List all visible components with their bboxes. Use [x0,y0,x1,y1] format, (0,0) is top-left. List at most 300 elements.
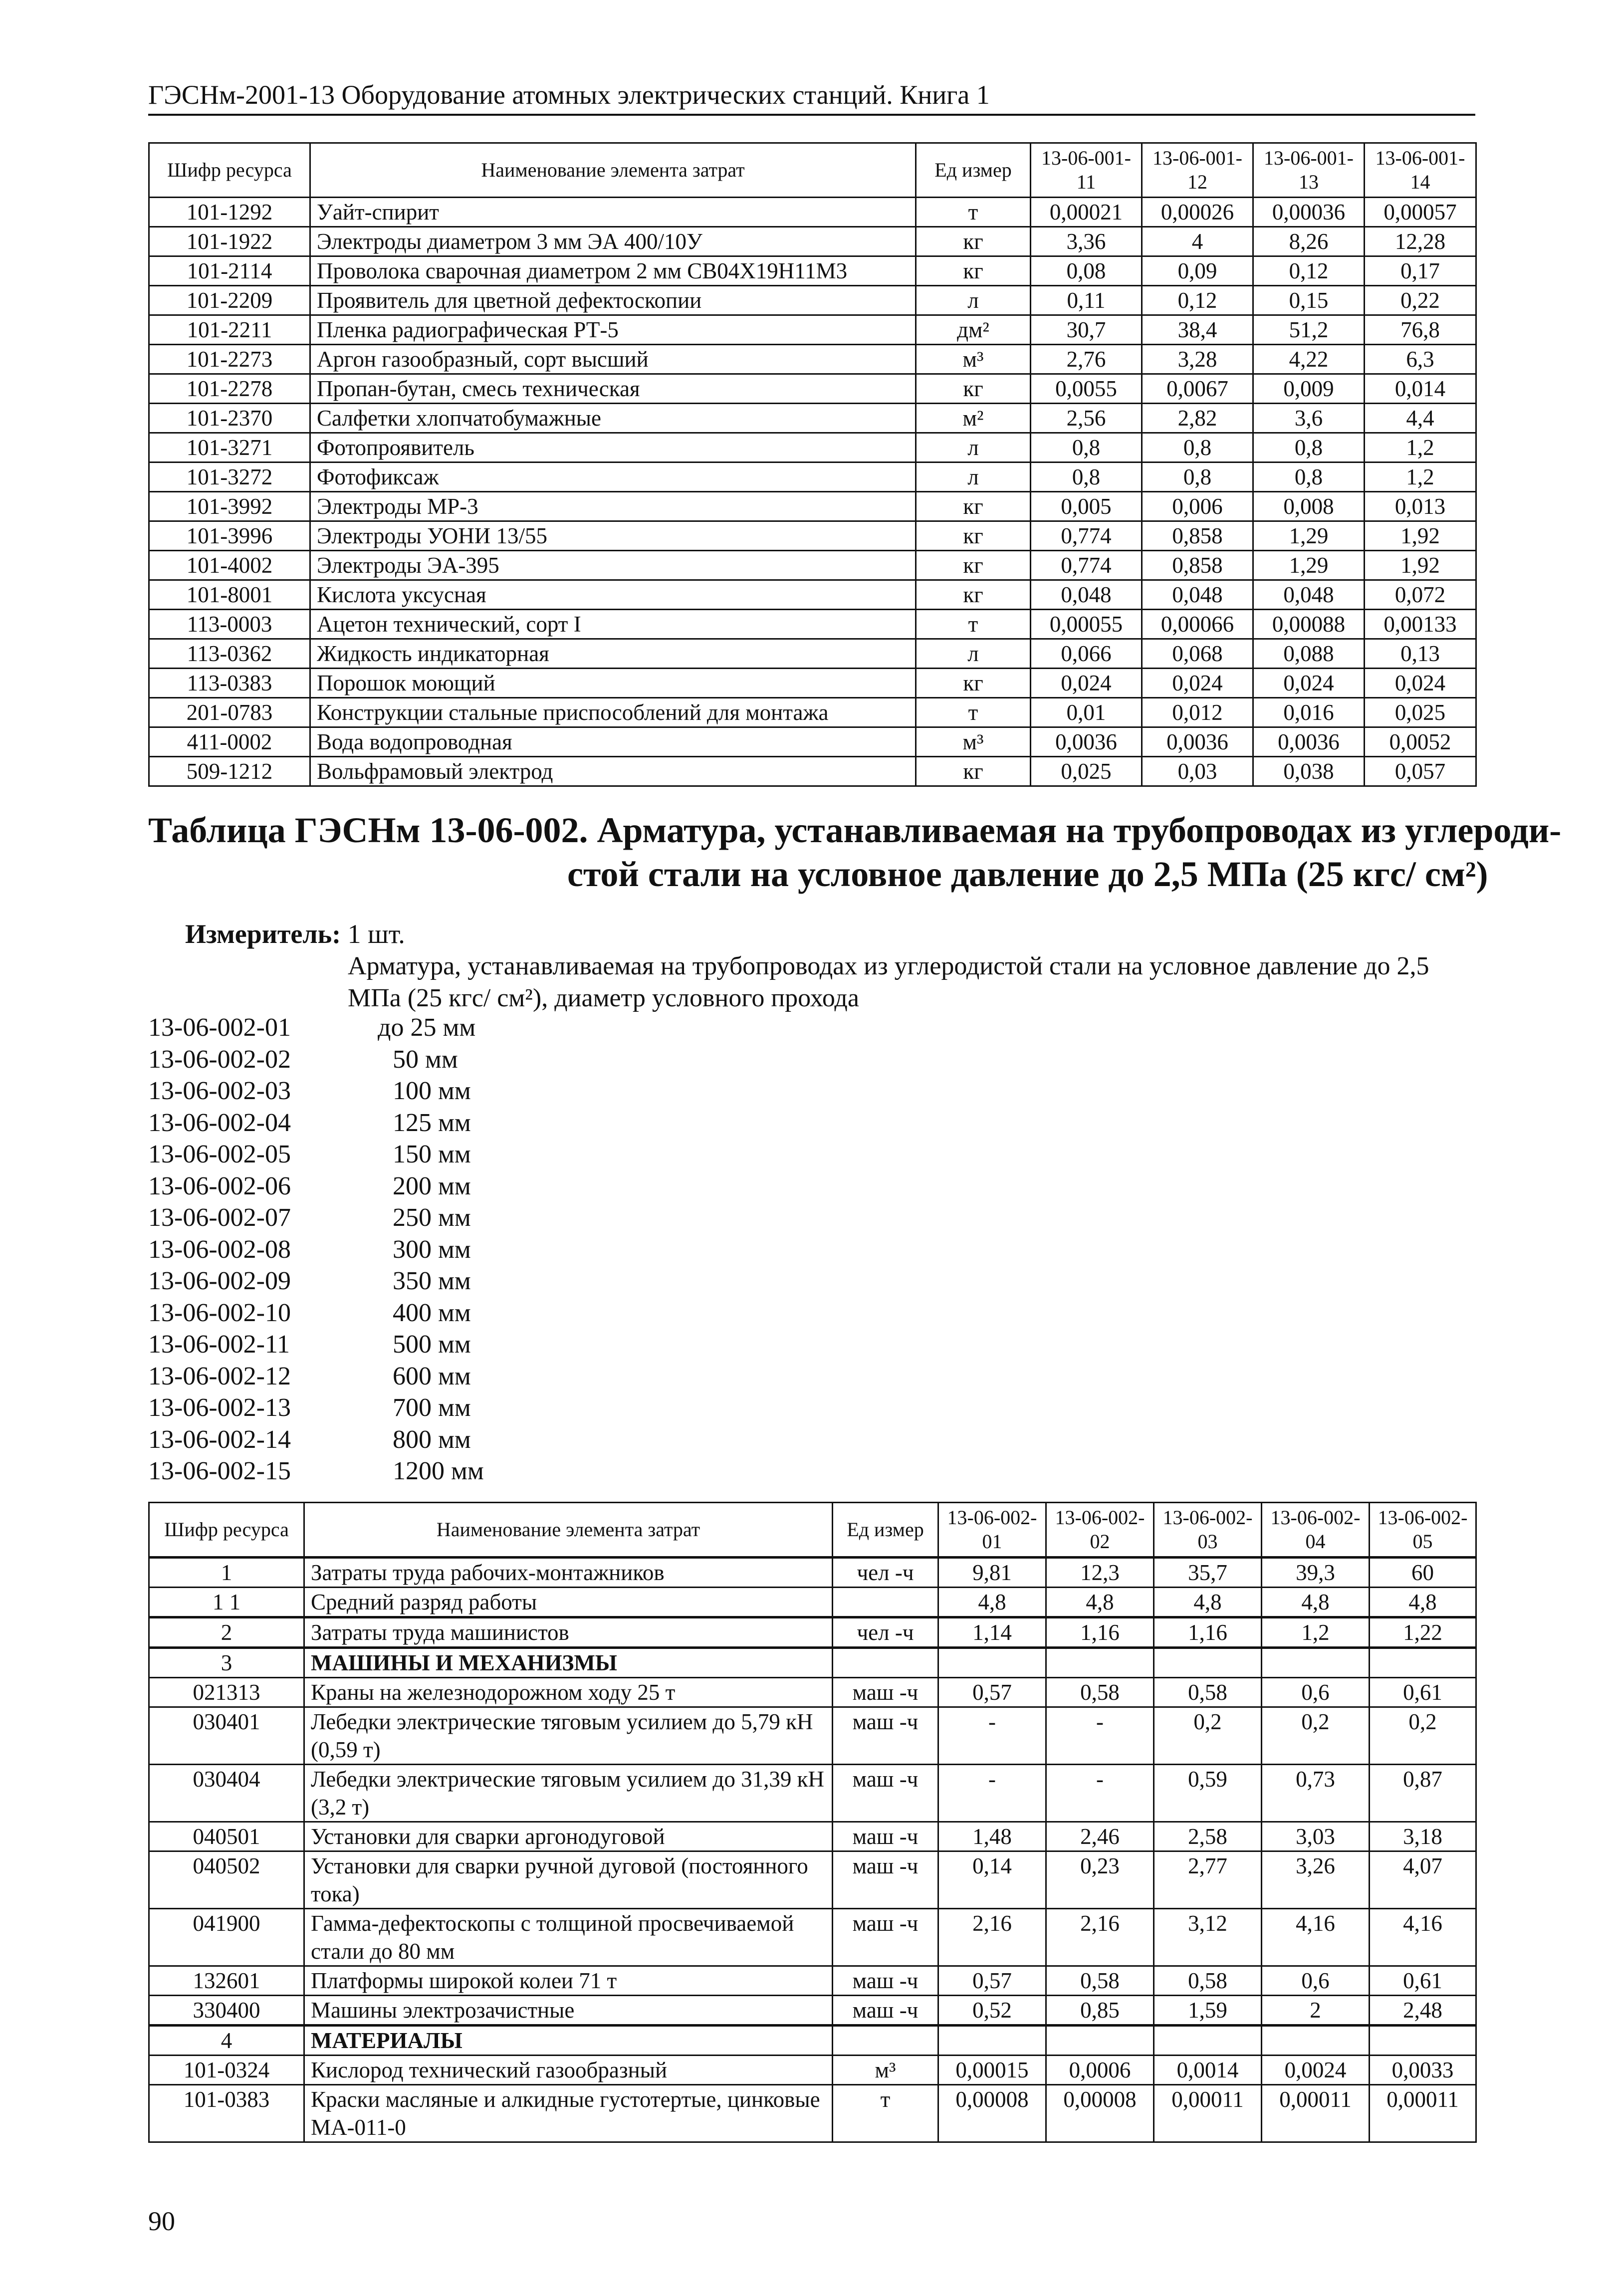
nominal-diameter: 250 мм [393,1203,471,1232]
table-cell: 0,8 [1253,433,1365,462]
table-cell: 101-2209 [149,286,310,315]
table-cell: 0,61 [1370,1678,1476,1707]
table-cell: кг [916,227,1031,256]
table-cell: кг [916,256,1031,286]
table-cell: 1,2 [1262,1617,1370,1648]
table-cell: 0,068 [1142,639,1253,669]
table-cell: 030404 [149,1765,304,1822]
table-cell: 12,28 [1365,227,1476,256]
section-heading-row [149,2026,1476,2056]
table-cell: 0,038 [1253,757,1365,786]
table-row [149,345,1476,374]
table-cell: 0,025 [1365,698,1476,727]
table-cell: 0,00057 [1365,198,1476,227]
list-item [148,1234,484,1266]
table-cell [833,2026,938,2056]
table-cell: 0,024 [1365,669,1476,698]
table-cell: Проявитель для цветной дефектоскопии [310,286,916,315]
nominal-diameter: 700 мм [393,1393,471,1422]
table-cell: 0,00088 [1253,610,1365,639]
table-cell: Лебедки электрические тяговым усилием до 5,79 кН (0,59 т) [304,1707,833,1765]
column-header: Шифр ресурса [149,1503,304,1558]
table-cell: 0,858 [1142,521,1253,551]
page-number: 90 [148,2206,175,2236]
table-cell: 0,00066 [1142,610,1253,639]
table-cell: 0,014 [1365,374,1476,404]
table-cell: 0,00011 [1154,2085,1262,2142]
nominal-diameter: 350 мм [393,1267,471,1295]
table-cell: кг [916,669,1031,698]
norm-code: 13-06-002-08 [148,1235,291,1264]
table-cell: 0,774 [1031,551,1142,580]
table-cell: 0,0036 [1253,727,1365,757]
column-header: 13-06-002-02 [1046,1503,1154,1558]
table-cell: 1,92 [1365,521,1476,551]
nominal-diameter: 150 мм [393,1140,471,1168]
table-cell: Фотопроявитель [310,433,916,462]
table-cell: 0,012 [1142,698,1253,727]
table-cell: 0,016 [1253,698,1365,727]
table-row [149,551,1476,580]
table-cell: Установки для сварки ручной дуговой (постоянного тока) [304,1851,833,1909]
column-header: Шифр ресурса [149,143,310,198]
table-cell: чел -ч [833,1617,938,1648]
list-item [148,1170,484,1202]
table-cell: - [1046,1765,1154,1822]
table-cell: 0,12 [1142,286,1253,315]
table-cell: м² [916,404,1031,433]
table-cell: Салфетки хлопчатобумажные [310,404,916,433]
norm-code: 13-06-002-07 [148,1203,291,1232]
nominal-diameter: 600 мм [393,1362,471,1390]
norm-code: 13-06-002-12 [148,1362,291,1390]
nominal-diameter: 200 мм [393,1171,471,1200]
table-cell: 1,2 [1365,433,1476,462]
table-cell: 1,2 [1365,462,1476,492]
table-cell: кг [916,521,1031,551]
list-item [148,1075,484,1107]
table-cell: Электроды диаметром 3 мм ЭА 400/10У [310,227,916,256]
table-cell: Конструкции стальные приспособлений для монтажа [310,698,916,727]
table-row [149,1909,1476,1966]
table-cell: 201-0783 [149,698,310,727]
norm-code: 13-06-002-10 [148,1298,291,1327]
table-cell: Затраты труда рабочих-монтажников [304,1558,833,1588]
table-cell: 101-0324 [149,2056,304,2085]
norm-code: 13-06-002-02 [148,1045,291,1074]
table-cell: т [916,198,1031,227]
list-item [148,1012,484,1044]
table-cell: л [916,639,1031,669]
table-cell: 0,12 [1253,256,1365,286]
table-cell: 101-3992 [149,492,310,521]
table-cell: 2,48 [1370,1996,1476,2026]
table-cell: 0,52 [938,1996,1046,2026]
table-cell: 0,8 [1031,433,1142,462]
list-item [148,1329,484,1361]
table-cell: 509-1212 [149,757,310,786]
table-cell: 101-2273 [149,345,310,374]
list-item [148,1139,484,1170]
table-cell: Электроды МР-3 [310,492,916,521]
table-row [149,1558,1476,1588]
table-cell: 0,774 [1031,521,1142,551]
table-cell: 2 [149,1617,304,1648]
table-cell: маш -ч [833,1966,938,1996]
nominal-diameter: 50 мм [393,1045,458,1074]
column-header: 13-06-001-13 [1253,143,1365,198]
table-row [149,1765,1476,1822]
table-cell: 0,58 [1154,1678,1262,1707]
table-cell: маш -ч [833,1765,938,1822]
table-cell: 8,26 [1253,227,1365,256]
table-cell: 0,0006 [1046,2056,1154,2085]
table-row [149,521,1476,551]
table-cell: 0,00036 [1253,198,1365,227]
table-row [149,1617,1476,1648]
table-cell: Средний разряд работы [304,1588,833,1617]
norm-description: Арматура, устанавливаемая на трубопроводах из углеродистой стали на условное давление до 2,5 МПа (25 кгс/ см²), диаметр условного прохода [348,952,1429,1012]
table-cell: 1 1 [149,1588,304,1617]
table-row [149,256,1476,286]
table-cell [1262,1648,1370,1678]
table-cell: 1,29 [1253,521,1365,551]
table-cell: 2,56 [1031,404,1142,433]
table-cell [1370,2026,1476,2056]
running-header: ГЭСНм-2001-13 Оборудование атомных электрических станций. Книга 1 [148,80,990,110]
table-cell [1154,2026,1262,2056]
column-header: 13-06-002-01 [938,1503,1046,1558]
table-cell: Краски масляные и алкидные густотертые, цинковые МА-011-0 [304,2085,833,2142]
table-cell: 0,61 [1370,1966,1476,1996]
table-cell: Уайт-спирит [310,198,916,227]
table-cell: 0,009 [1253,374,1365,404]
list-item [148,1297,484,1329]
table-cell: 4,4 [1365,404,1476,433]
table-cell: - [938,1765,1046,1822]
table-cell: Затраты труда машинистов [304,1617,833,1648]
table-row [149,404,1476,433]
table-cell: 0,8 [1031,462,1142,492]
table-cell: 3,03 [1262,1822,1370,1851]
table-cell: Фотофиксаж [310,462,916,492]
table-cell: 101-2278 [149,374,310,404]
norm-code: 13-06-002-01 [148,1013,291,1042]
table-cell: - [938,1707,1046,1765]
norm-code: 13-06-002-09 [148,1267,291,1295]
table-cell: 113-0003 [149,610,310,639]
table-cell: кг [916,551,1031,580]
norm-code: 13-06-002-06 [148,1171,291,1200]
table-cell: 2,82 [1142,404,1253,433]
table-cell: маш -ч [833,1678,938,1707]
table-cell: 0,048 [1253,580,1365,610]
table-cell: 101-3271 [149,433,310,462]
table-row [149,1822,1476,1851]
table-cell [1046,1648,1154,1678]
column-header: 13-06-001-11 [1031,143,1142,198]
table-cell: 0,17 [1365,256,1476,286]
table-cell: 021313 [149,1678,304,1707]
table-cell: чел -ч [833,1558,938,1588]
table-cell: 6,3 [1365,345,1476,374]
table-cell: 3,36 [1031,227,1142,256]
table-cell: 1,14 [938,1617,1046,1648]
table-cell: 4,8 [1154,1588,1262,1617]
table-cell: 0,088 [1253,639,1365,669]
table-cell: Ацетон технический, сорт I [310,610,916,639]
nominal-diameter: 400 мм [393,1298,471,1327]
table-cell: 2,77 [1154,1851,1262,1909]
table-row [149,2085,1476,2142]
table-header-row [149,1503,1476,1558]
column-header: 13-06-002-05 [1370,1503,1476,1558]
norm-code-list [148,1012,484,1487]
table-cell: 0,2 [1154,1707,1262,1765]
table-cell: маш -ч [833,1851,938,1909]
table-row [149,1996,1476,2026]
table-cell: 3 [149,1648,304,1678]
table-cell: 0,00008 [1046,2085,1154,2142]
table-cell: 4,8 [938,1588,1046,1617]
table-cell: 4,8 [1262,1588,1370,1617]
table-cell: 1,16 [1046,1617,1154,1648]
table-cell: кг [916,757,1031,786]
table-row [149,610,1476,639]
table-cell: 0,57 [938,1678,1046,1707]
nominal-diameter: 100 мм [393,1077,471,1105]
table-cell: - [1046,1707,1154,1765]
table-row [149,433,1476,462]
table-cell: 0,6 [1262,1966,1370,1996]
norm-code: 13-06-002-11 [148,1330,290,1359]
table-cell: 1,59 [1154,1996,1262,2026]
table-cell: 0,0033 [1370,2056,1476,2085]
table-cell: л [916,286,1031,315]
column-header: 13-06-001-14 [1365,143,1476,198]
table-cell: 4,16 [1262,1909,1370,1966]
norm-code: 13-06-002-13 [148,1393,291,1422]
table-cell: кг [916,374,1031,404]
table-cell: 0,0052 [1365,727,1476,757]
table-cell: 4,8 [1046,1588,1154,1617]
list-item [148,1202,484,1234]
table-cell: 0,0067 [1142,374,1253,404]
table-cell: л [916,462,1031,492]
list-item [148,1265,484,1297]
table-cell: кг [916,580,1031,610]
table-cell: 60 [1370,1558,1476,1588]
table-cell: 9,81 [938,1558,1046,1588]
table-cell: 0,23 [1046,1851,1154,1909]
table-row [149,227,1476,256]
table-title-line-1: Таблица ГЭСНм 13-06-002. Арматура, устанавливаемая на трубопроводах из углероди- [148,810,1562,850]
table-cell: 2,16 [1046,1909,1154,1966]
table-cell: 411-0002 [149,727,310,757]
table-cell: 0,025 [1031,757,1142,786]
table-cell: 0,00133 [1365,610,1476,639]
table-cell: 101-2114 [149,256,310,286]
table-cell: т [916,610,1031,639]
table-cell: 0,73 [1262,1765,1370,1822]
table-cell [938,1648,1046,1678]
table-cell: 0,57 [938,1966,1046,1996]
table-header-row [149,143,1476,198]
table-row [149,286,1476,315]
table-cell: 101-2211 [149,315,310,345]
table-cell: Жидкость индикаторная [310,639,916,669]
table-cell: м³ [833,2056,938,2085]
table-cell: 113-0362 [149,639,310,669]
table-cell: 0,00011 [1370,2085,1476,2142]
table-cell: 1,16 [1154,1617,1262,1648]
table-cell: 4,22 [1253,345,1365,374]
table-cell: Электроды УОНИ 13/55 [310,521,916,551]
table-row [149,727,1476,757]
table-row [149,1707,1476,1765]
table-cell: 0,008 [1253,492,1365,521]
table-cell: 0,14 [938,1851,1046,1909]
norm-code: 13-06-002-04 [148,1108,291,1137]
table-cell: МАТЕРИАЛЫ [304,2026,833,2056]
table-title [148,808,1562,896]
table-cell: 0,00026 [1142,198,1253,227]
table-cell: 0,01 [1031,698,1142,727]
table-row [149,1966,1476,1996]
table-cell: 0,0024 [1262,2056,1370,2085]
table-cell: 2,58 [1154,1822,1262,1851]
table-cell: 0,057 [1365,757,1476,786]
table-cell [938,2026,1046,2056]
table-cell: 0,03 [1142,757,1253,786]
table-row [149,1588,1476,1617]
list-item [148,1455,484,1487]
table-cell: 76,8 [1365,315,1476,345]
table-cell: маш -ч [833,1822,938,1851]
table-cell: 0,048 [1142,580,1253,610]
table-cell: 1,22 [1370,1617,1476,1648]
table-cell: 0,59 [1154,1765,1262,1822]
table-cell: 0,048 [1031,580,1142,610]
table-cell: 0,013 [1365,492,1476,521]
table-cell: 0,0055 [1031,374,1142,404]
table-cell: 0,00021 [1031,198,1142,227]
table-cell: Вольфрамовый электрод [310,757,916,786]
table-cell: 0,8 [1142,462,1253,492]
table-cell: Кислота уксусная [310,580,916,610]
table-cell: 101-1292 [149,198,310,227]
table-cell: Лебедки электрические тяговым усилием до 31,39 кН (3,2 т) [304,1765,833,1822]
table-cell: 51,2 [1253,315,1365,345]
list-item [148,1361,484,1392]
table-cell: 35,7 [1154,1558,1262,1588]
table-cell: 0,87 [1370,1765,1476,1822]
list-item [148,1424,484,1456]
nominal-diameter: 800 мм [393,1425,471,1454]
table-cell: 4,16 [1370,1909,1476,1966]
table-cell: Вода водопроводная [310,727,916,757]
table-cell: 041900 [149,1909,304,1966]
table-row [149,639,1476,669]
table-cell: Аргон газообразный, сорт высший [310,345,916,374]
section-heading-row [149,1648,1476,1678]
table-cell: т [916,698,1031,727]
table-cell: 0,005 [1031,492,1142,521]
table-row [149,669,1476,698]
table-cell: 0,00055 [1031,610,1142,639]
table-cell: Установки для сварки аргонодуговой [304,1822,833,1851]
table-cell: 0,006 [1142,492,1253,521]
table-cell: 1,48 [938,1822,1046,1851]
table-cell: 0,858 [1142,551,1253,580]
table-row [149,1851,1476,1909]
table-cell: 132601 [149,1966,304,1996]
norm-code: 13-06-002-03 [148,1077,291,1105]
table-cell: т [833,2085,938,2142]
measure-unit [185,918,405,950]
nominal-diameter: 300 мм [393,1235,471,1264]
table-cell: 1,92 [1365,551,1476,580]
table-cell: 040502 [149,1851,304,1909]
table-cell: 1,29 [1253,551,1365,580]
table-cell: 1 [149,1558,304,1588]
table-cell: 38,4 [1142,315,1253,345]
table-cell: Платформы широкой колеи 71 т [304,1966,833,1996]
table-cell: 0,85 [1046,1996,1154,2026]
table-cell: кг [916,492,1031,521]
table-cell: 101-4002 [149,551,310,580]
table-cell: 0,072 [1365,580,1476,610]
table-cell: Кислород технический газообразный [304,2056,833,2085]
table-row [149,1678,1476,1707]
table-cell: 0,00015 [938,2056,1046,2085]
table-cell: 040501 [149,1822,304,1851]
resources-table-13-06-002 [148,1502,1477,2143]
table-cell: 030401 [149,1707,304,1765]
column-header: Наименование элемента затрат [310,143,916,198]
nominal-diameter: до 25 мм [378,1013,476,1042]
table-cell: 0,0014 [1154,2056,1262,2085]
table-cell: 101-3272 [149,462,310,492]
table-cell: 0,22 [1365,286,1476,315]
column-header: Ед измер [916,143,1031,198]
table-cell [1262,2026,1370,2056]
table-cell: 3,26 [1262,1851,1370,1909]
table-cell: 101-1922 [149,227,310,256]
table-cell: Проволока сварочная диаметром 2 мм СВ04Х19Н11М3 [310,256,916,286]
table-cell: 0,00011 [1262,2085,1370,2142]
table-cell: маш -ч [833,1707,938,1765]
table-cell: 4,07 [1370,1851,1476,1909]
table-cell: 113-0383 [149,669,310,698]
table-row [149,374,1476,404]
table-row [149,198,1476,227]
table-cell: 0,58 [1046,1966,1154,1996]
table-cell: 2,46 [1046,1822,1154,1851]
table-cell: 0,6 [1262,1678,1370,1707]
table-row [149,462,1476,492]
table-cell: 4,8 [1370,1588,1476,1617]
table-cell: 39,3 [1262,1558,1370,1588]
table-cell: Пленка радиографическая РТ-5 [310,315,916,345]
measure-unit-value: 1 шт. [347,919,405,949]
table-cell: 12,3 [1046,1558,1154,1588]
table-cell: 0,58 [1046,1678,1154,1707]
resources-table-13-06-001 [148,142,1477,787]
table-cell: м³ [916,727,1031,757]
table-cell: Машины электрозачистные [304,1996,833,2026]
table-cell: 2,16 [938,1909,1046,1966]
